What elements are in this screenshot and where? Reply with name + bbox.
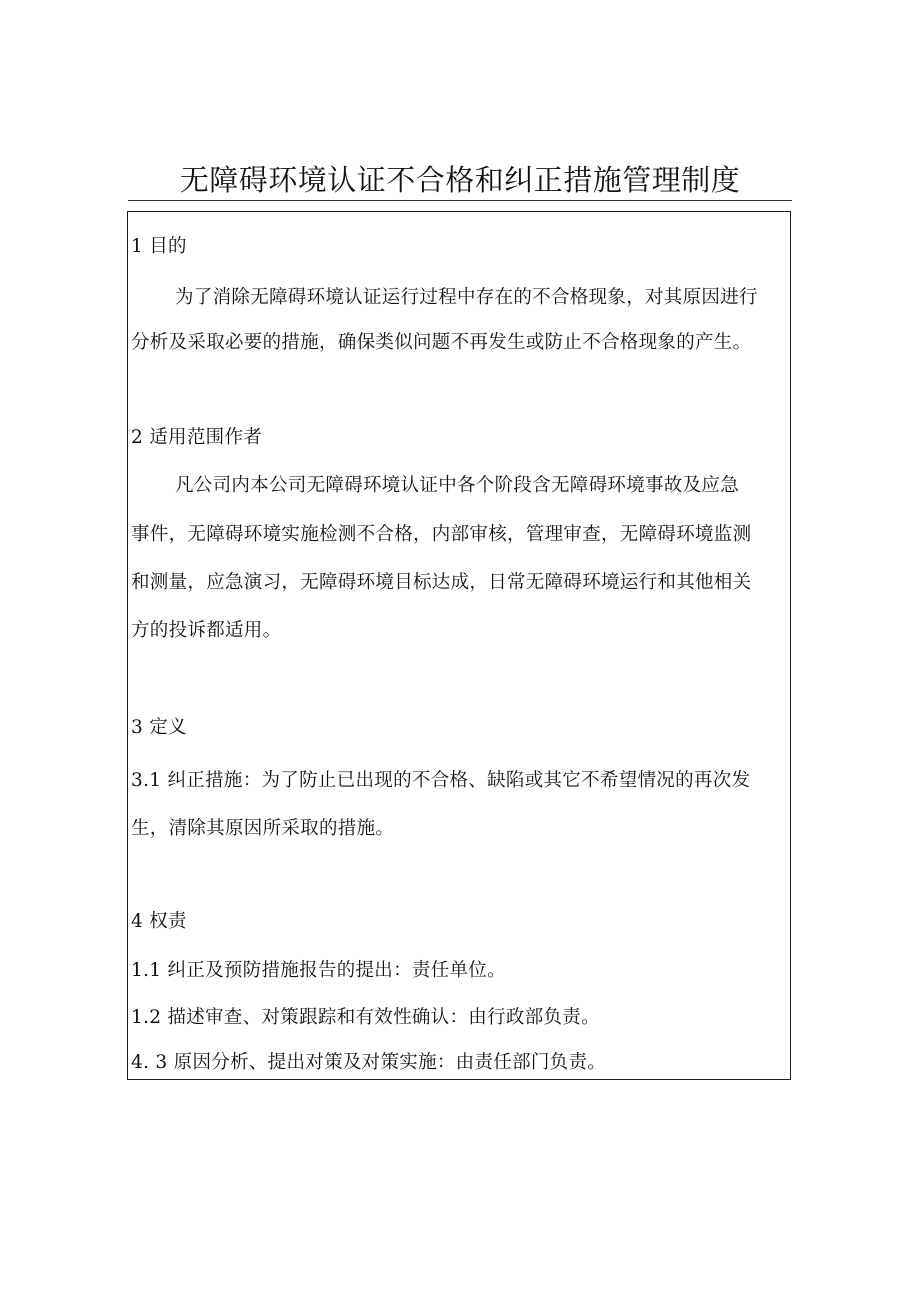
- section-definitions-heading: 3 定义: [131, 717, 187, 738]
- section-definitions-line: 3.1 纠正措施：为了防止已出现的不合格、缺陷或其它不希望情况的再次发: [131, 770, 751, 791]
- title-underline: [128, 200, 792, 201]
- responsibility-item: 1.2 描述审查、对策跟踪和有效性确认：由行政部负责。: [131, 1007, 600, 1028]
- section-responsibilities-heading: 4 权责: [131, 911, 187, 932]
- section-scope-line: 事件，无障碍环境实施检测不合格，内部审核，管理审查，无障碍环境监测: [131, 524, 752, 545]
- section-purpose-line: 为了消除无障碍环境认证运行过程中存在的不合格现象，对其原因进行: [175, 287, 758, 308]
- responsibility-item: 1.1 纠正及预防措施报告的提出：责任单位。: [131, 960, 506, 981]
- document-title: 无障碍环境认证不合格和纠正措施管理制度: [179, 163, 741, 197]
- content-frame: [127, 211, 791, 1080]
- section-scope-line: 凡公司内本公司无障碍环境认证中各个阶段含无障碍环境事故及应急: [175, 475, 740, 496]
- section-purpose-heading: 1 目的: [131, 236, 187, 257]
- section-purpose-line: 分析及采取必要的措施，确保类似问题不再发生或防止不合格现象的产生。: [131, 332, 752, 353]
- responsibility-item: 4. 3 原因分析、提出对策及对策实施：由责任部门负责。: [131, 1052, 607, 1073]
- section-definitions-line: 生，清除其原因所采取的措施。: [131, 818, 395, 839]
- section-scope-line: 方的投诉都适用。: [131, 620, 282, 641]
- section-scope-heading: 2 适用范围作者: [131, 427, 263, 448]
- section-scope-line: 和测量，应急演习，无障碍环境目标达成，日常无障碍环境运行和其他相关: [131, 572, 752, 593]
